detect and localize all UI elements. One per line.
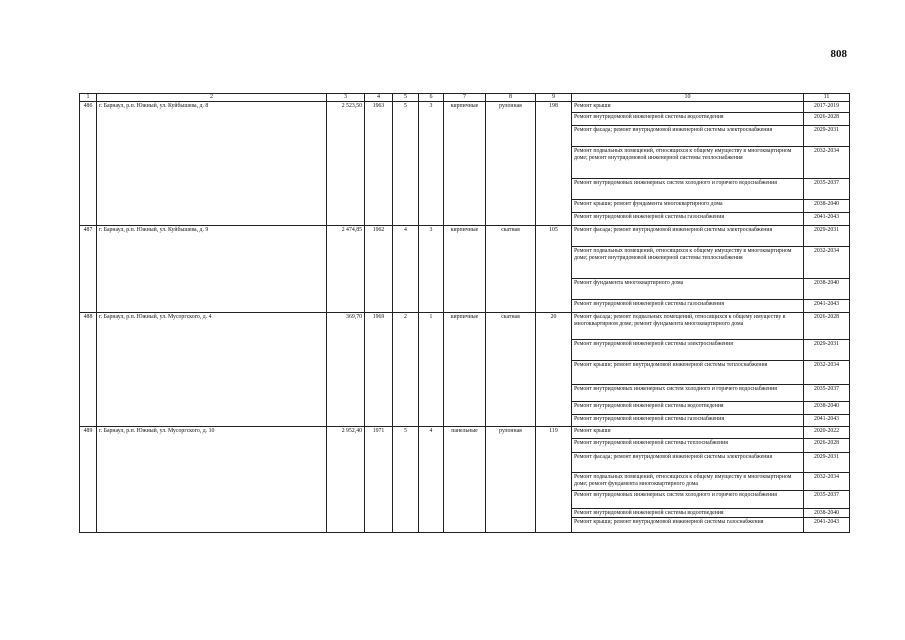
column-header: 11 — [804, 94, 850, 102]
column-header: 9 — [536, 94, 572, 102]
build-year: 1969 — [365, 313, 393, 427]
work-period: 2038-2040 — [804, 402, 850, 415]
work-type: Ремонт внутридомовой инженерной системы водоотведения — [572, 113, 804, 126]
total-area: 369,70 — [327, 313, 365, 427]
total-area: 2 523,50 — [327, 102, 365, 226]
work-type: Ремонт крыши; ремонт внутридомовой инженерной системы газоснабжения — [572, 518, 804, 533]
work-period: 2032-2034 — [804, 361, 850, 385]
address: г. Барнаул, р.п. Южный, ул. Куйбышева, д. 9 — [97, 226, 327, 313]
floors-count: 2 — [393, 313, 419, 427]
work-type: Ремонт внутридомовой инженерной системы электроснабжения — [572, 340, 804, 361]
work-period: 2032-2034 — [804, 247, 850, 279]
residents-count: 119 — [536, 427, 572, 533]
address: г. Барнаул, р.п. Южный, ул. Мусоргского, д. 4 — [97, 313, 327, 427]
record-number: 488 — [80, 313, 97, 427]
work-period: 2038-2040 — [804, 200, 850, 213]
work-type: Ремонт крыши — [572, 427, 804, 439]
work-period: 2035-2037 — [804, 385, 850, 402]
work-period: 2035-2037 — [804, 491, 850, 509]
work-type: Ремонт внутридомовой инженерной системы газоснабжения — [572, 213, 804, 226]
residents-count: 20 — [536, 313, 572, 427]
wall-material: кирпичные — [444, 313, 486, 427]
work-type: Ремонт фундамента многоквартирного дома — [572, 279, 804, 300]
work-type: Ремонт внутридомовых инженерных систем холодного и горячего водоснабжения — [572, 491, 804, 509]
work-type: Ремонт фасада; ремонт подвальных помещений, относящихся к общему имуществу в многоквартирном доме; ремонт фундамента многоквартирного дома — [572, 313, 804, 340]
column-header: 5 — [393, 94, 419, 102]
work-period: 2038-2040 — [804, 509, 850, 518]
table-row — [80, 313, 850, 340]
build-year: 1962 — [365, 226, 393, 313]
work-period: 2032-2034 — [804, 147, 850, 179]
roof-type: скатная — [486, 226, 536, 313]
capital-repair-table — [79, 93, 850, 533]
floors-count: 4 — [393, 226, 419, 313]
work-period: 2035-2037 — [804, 179, 850, 200]
work-period: 2041-2043 — [804, 518, 850, 533]
work-type: Ремонт фасада; ремонт внутридомовой инженерной системы электроснабжения — [572, 226, 804, 247]
work-type: Ремонт крыши — [572, 102, 804, 113]
table-row — [80, 427, 850, 439]
entrances-count: 3 — [419, 102, 444, 226]
column-header: 4 — [365, 94, 393, 102]
work-type: Ремонт подвальных помещений, относящихся к общему имуществу в многоквартирном доме; ремонт внутридомовой инженерной системы теплоснабжения — [572, 147, 804, 179]
column-number-row — [80, 94, 850, 102]
work-period: 2041-2043 — [804, 213, 850, 226]
column-header: 3 — [327, 94, 365, 102]
work-period: 2041-2043 — [804, 415, 850, 427]
work-period: 2029-2031 — [804, 340, 850, 361]
record-number: 489 — [80, 427, 97, 533]
work-type: Ремонт фасада; ремонт внутридомовой инженерной системы электроснабжения — [572, 126, 804, 147]
floors-count: 5 — [393, 102, 419, 226]
work-period: 2029-2031 — [804, 226, 850, 247]
work-type: Ремонт подвальных помещений, относящихся к общему имуществу в многоквартирном доме; ремонт внутридомовой инженерной системы теплоснабжения — [572, 247, 804, 279]
roof-type: рулонная — [486, 102, 536, 226]
work-type: Ремонт внутридомовых инженерных систем холодного и горячего водоснабжения — [572, 385, 804, 402]
record-number: 486 — [80, 102, 97, 226]
residents-count: 105 — [536, 226, 572, 313]
entrances-count: 1 — [419, 313, 444, 427]
work-type: Ремонт крыши; ремонт фундамента многоквартирного дома — [572, 200, 804, 213]
table-row — [80, 102, 850, 113]
work-type: Ремонт подвальных помещений, относящихся к общему имуществу в многоквартирном доме; ремонт фундамента многоквартирного дома — [572, 473, 804, 491]
record-number: 487 — [80, 226, 97, 313]
work-type: Ремонт внутридомовой инженерной системы водоотведения — [572, 509, 804, 518]
column-header: 6 — [419, 94, 444, 102]
residents-count: 198 — [536, 102, 572, 226]
work-type: Ремонт внутридомовой инженерной системы водоотведения — [572, 402, 804, 415]
total-area: 2 474,85 — [327, 226, 365, 313]
work-period: 2017-2019 — [804, 102, 850, 113]
table-body — [80, 102, 850, 533]
work-period: 2029-2031 — [804, 453, 850, 473]
roof-type: скатная — [486, 313, 536, 427]
column-header: 10 — [572, 94, 804, 102]
address: г. Барнаул, р.п. Южный, ул. Мусоргского, д. 10 — [97, 427, 327, 533]
work-type: Ремонт фасада; ремонт внутридомовой инженерной системы электроснабжения — [572, 453, 804, 473]
work-period: 2029-2031 — [804, 126, 850, 147]
address: г. Барнаул, р.п. Южный, ул. Куйбышева, д. 8 — [97, 102, 327, 226]
roof-type: рулонная — [486, 427, 536, 533]
build-year: 1971 — [365, 427, 393, 533]
work-period: 2026-2028 — [804, 113, 850, 126]
floors-count: 5 — [393, 427, 419, 533]
page-number: 808 — [830, 48, 847, 60]
work-type: Ремонт внутридомовых инженерных систем холодного и горячего водоснабжения — [572, 179, 804, 200]
entrances-count: 4 — [419, 427, 444, 533]
total-area: 2 952,40 — [327, 427, 365, 533]
work-period: 2026-2028 — [804, 313, 850, 340]
wall-material: кирпичные — [444, 226, 486, 313]
work-type: Ремонт внутридомовой инженерной системы газоснабжения — [572, 415, 804, 427]
work-type: Ремонт внутридомовой инженерной системы газоснабжения — [572, 300, 804, 313]
table-row — [80, 226, 850, 247]
work-period: 2032-2034 — [804, 473, 850, 491]
work-period: 2026-2028 — [804, 439, 850, 453]
column-header: 1 — [80, 94, 97, 102]
work-type: Ремонт внутридомовой инженерной системы теплоснабжения — [572, 439, 804, 453]
work-period: 2020-2022 — [804, 427, 850, 439]
column-header: 2 — [97, 94, 327, 102]
entrances-count: 3 — [419, 226, 444, 313]
work-period: 2041-2043 — [804, 300, 850, 313]
column-header: 8 — [486, 94, 536, 102]
wall-material: кирпичные — [444, 102, 486, 226]
work-type: Ремонт крыши; ремонт внутридомовой инженерной системы теплоснабжения — [572, 361, 804, 385]
wall-material: панельные — [444, 427, 486, 533]
column-header: 7 — [444, 94, 486, 102]
build-year: 1963 — [365, 102, 393, 226]
work-period: 2038-2040 — [804, 279, 850, 300]
